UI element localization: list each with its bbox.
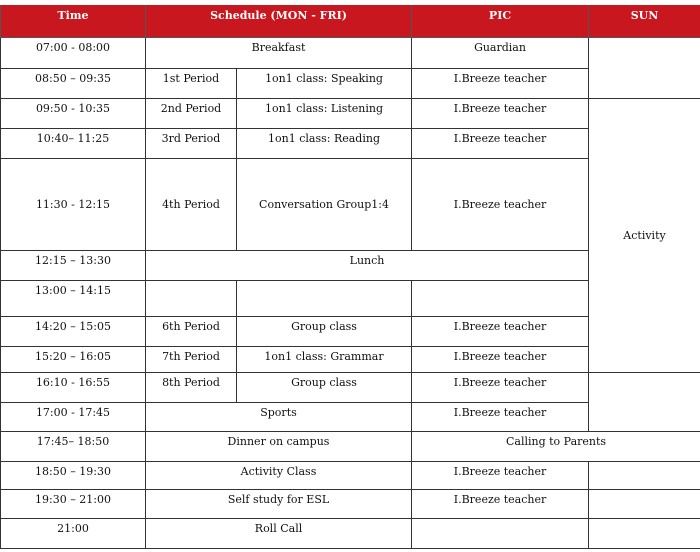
sun-empty-cell <box>589 38 700 99</box>
pic-cell <box>412 281 589 317</box>
header-sun: SUN <box>589 5 700 38</box>
pic-cell: I.Breeze teacher <box>412 490 589 519</box>
period-cell: 1st Period <box>146 69 237 99</box>
pic-cell: I.Breeze teacher <box>412 373 589 403</box>
period-cell: 6th Period <box>146 317 237 347</box>
activity-cell: Conversation Group1:4 <box>237 159 412 251</box>
activity-cell: Breakfast <box>146 38 412 69</box>
pic-cell: I.Breeze teacher <box>412 69 589 99</box>
activity-cell: 1on1 class: Reading <box>237 129 412 159</box>
time-cell: 17:00 - 17:45 <box>1 403 146 432</box>
table-row <box>1 99 700 129</box>
period-cell: 8th Period <box>146 373 237 403</box>
time-cell: 14:20 – 15:05 <box>1 317 146 347</box>
time-cell: 16:10 - 16:55 <box>1 373 146 403</box>
header-row <box>1 5 700 38</box>
header-schedule: Schedule (MON - FRI) <box>146 5 412 38</box>
sun-empty-cell <box>589 373 700 432</box>
time-cell: 10:40– 11:25 <box>1 129 146 159</box>
pic-cell: I.Breeze teacher <box>412 403 589 432</box>
table-row <box>1 490 700 519</box>
time-cell: 15:20 – 16:05 <box>1 347 146 373</box>
pic-cell: I.Breeze teacher <box>412 99 589 129</box>
activity-cell: Sports <box>146 403 412 432</box>
table-row <box>1 373 700 403</box>
time-cell: 17:45– 18:50 <box>1 432 146 462</box>
table-row <box>1 519 700 549</box>
sun-empty-cell <box>589 519 700 549</box>
activity-cell: 1on1 class: Listening <box>237 99 412 129</box>
time-cell: 09:50 - 10:35 <box>1 99 146 129</box>
pic-cell: I.Breeze teacher <box>412 159 589 251</box>
activity-cell: Self study for ESL <box>146 490 412 519</box>
activity-cell: Roll Call <box>146 519 412 549</box>
activity-cell: 1on1 class: Speaking <box>237 69 412 99</box>
pic-cell <box>412 519 589 549</box>
activity-cell: Lunch <box>146 251 589 281</box>
time-cell: 11:30 - 12:15 <box>1 159 146 251</box>
pic-cell: Calling to Parents <box>412 432 700 462</box>
pic-cell: I.Breeze teacher <box>412 462 589 490</box>
sun-empty-cell <box>589 462 700 490</box>
activity-cell: Activity Class <box>146 462 412 490</box>
activity-cell: 1on1 class: Grammar <box>237 347 412 373</box>
activity-cell: Group class <box>237 317 412 347</box>
time-cell: 08:50 – 09:35 <box>1 69 146 99</box>
sun-empty-cell <box>589 490 700 519</box>
time-cell: 13:00 – 14:15 <box>1 281 146 317</box>
time-cell: 18:50 – 19:30 <box>1 462 146 490</box>
pic-cell: I.Breeze teacher <box>412 317 589 347</box>
pic-cell: I.Breeze teacher <box>412 129 589 159</box>
time-cell: 21:00 <box>1 519 146 549</box>
table-row <box>1 432 700 462</box>
header-time: Time <box>1 5 146 38</box>
table-row <box>1 38 700 69</box>
time-cell: 07:00 - 08:00 <box>1 38 146 69</box>
activity-cell <box>237 281 412 317</box>
header-pic: PIC <box>412 5 589 38</box>
time-cell: 19:30 – 21:00 <box>1 490 146 519</box>
pic-cell: Guardian <box>412 38 589 69</box>
period-cell: 4th Period <box>146 159 237 251</box>
pic-cell: I.Breeze teacher <box>412 347 589 373</box>
period-cell: 3rd Period <box>146 129 237 159</box>
period-cell <box>146 281 237 317</box>
period-cell: 2nd Period <box>146 99 237 129</box>
sun-activity-cell: Activity <box>589 99 700 373</box>
activity-cell: Dinner on campus <box>146 432 412 462</box>
time-cell: 12:15 – 13:30 <box>1 251 146 281</box>
activity-cell: Group class <box>237 373 412 403</box>
schedule-table <box>0 5 700 549</box>
period-cell: 7th Period <box>146 347 237 373</box>
table-row <box>1 462 700 490</box>
